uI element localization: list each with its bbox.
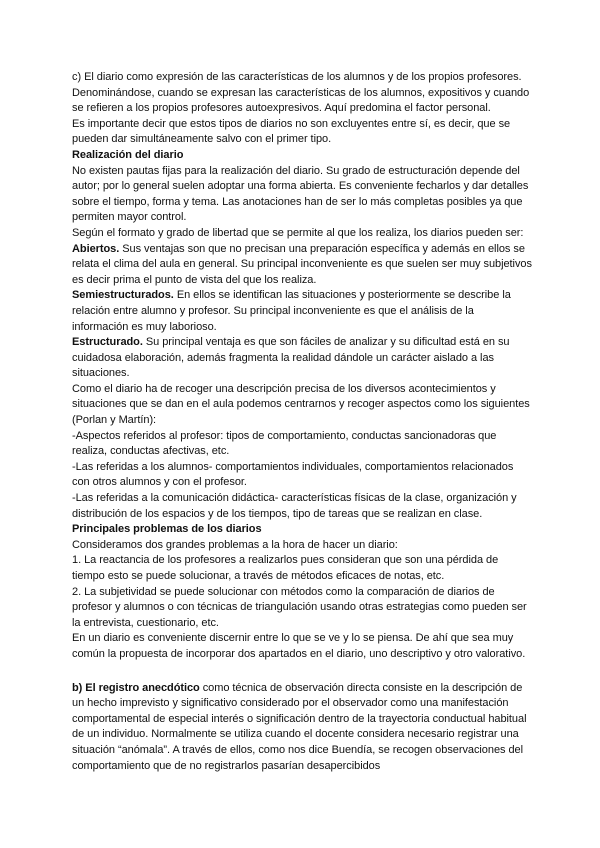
- section-heading: [72, 522, 532, 538]
- paragraph-text: c) El diario como expresión de las características de los alumnos y de los propios profesores. Denominándose, cuando se expresan las características de los alumnos, expositivos y cuando se refieren a los propios profesores autoexpresivos. Aquí predomina el factor personal.: [72, 71, 530, 115]
- paragraph-text: -Aspectos referidos al profesor: tipos de comportamiento, conductas sancionadoras que realiza, conductas afectivas, etc.: [72, 429, 497, 458]
- paragraph: [72, 631, 532, 662]
- paragraph-text: No existen pautas fijas para la realización del diario. Su grado de estructuración depende del autor; por lo general suelen adoptar una forma abierta. Es conveniente fecharlos y dar detalles sobre el tiempo, forma y tema. Las anotaciones han de ser lo más completas posibles ya que permiten mayor control.: [72, 164, 529, 224]
- paragraph-text: Sus ventajas son que no precisan una preparación específica y además en ellos se relata el clima del aula en general. Su principal inconveniente es que suelen ser muy subjetivos es decir prima el punto de vista del que los realiza.: [72, 242, 532, 286]
- paragraph-text: -Las referidas a los alumnos- comportamientos individuales, comportamientos relacionados con otros alumnos y con el profesor.: [72, 460, 514, 489]
- paragraph-lead: b) El registro anecdótico: [72, 681, 200, 694]
- paragraph-text: como técnica de observación directa consiste en la descripción de un hecho imprevisto y significativo considerado por el observador como una manifestación comportamental de especial interés o significación dentro de la trayectoria conductual habitual de un individuo. Normalmente se utiliza cuando el docente considera necesario registrar una situación “anómala”. A través de ellos, como nos dice Buendía, se recogen observaciones del comportamiento que de no registrarlos pasarían desapercibidos: [72, 681, 527, 772]
- paragraph-text: En ellos se identifican las situaciones y posteriormente se describe la relación entre alumno y profesor. Su principal inconveniente es que el análisis de la información es muy laborioso.: [72, 289, 511, 333]
- paragraph: [72, 429, 532, 460]
- section-heading-text: Realización del diario: [72, 148, 184, 161]
- section-heading-text: Principales problemas de los diarios: [72, 523, 262, 536]
- paragraph-text: 2. La subjetividad se puede solucionar con métodos como la comparación de diarios de profesor y alumnos o con técnicas de triangulación usando otras estrategias como pueden ser la entrevista, cuestionario, etc.: [72, 585, 527, 629]
- paragraph: [72, 681, 532, 775]
- paragraph: [72, 288, 532, 335]
- paragraph: [72, 382, 532, 429]
- paragraph-lead: Estructurado.: [72, 336, 143, 349]
- paragraph-lead: Abiertos.: [72, 242, 120, 255]
- paragraph: [72, 585, 532, 632]
- paragraph: [72, 335, 532, 382]
- paragraph-text: Consideramos dos grandes problemas a la hora de hacer un diario:: [72, 538, 398, 551]
- paragraph: [72, 538, 532, 554]
- paragraph: [72, 70, 532, 117]
- paragraph-text: Como el diario ha de recoger una descripción precisa de los diversos acontecimientos y situaciones que se dan en el aula podemos centrarnos y recoger aspectos como los siguientes (Porlan y Martín):: [72, 382, 530, 427]
- paragraph: [72, 553, 532, 584]
- paragraph-text: Es importante decir que estos tipos de diarios no son excluyentes entre sí, es decir, que se pueden dar simultáneamente salvo con el primer tipo.: [72, 117, 511, 146]
- paragraph: [72, 117, 532, 148]
- paragraph: [72, 164, 532, 226]
- paragraph: [72, 242, 532, 289]
- paragraph-text: En un diario es conveniente discernir entre lo que se ve y lo se piensa. De ahí que sea muy común la propuesta de incorporar dos apartados en el diario, uno descriptivo y otro valorativo.: [72, 632, 526, 660]
- paragraph: [72, 460, 532, 491]
- paragraph-text: Según el formato y grado de libertad que se permite al que los realiza, los diarios pueden ser:: [72, 226, 524, 239]
- paragraph-lead: Semiestructurados.: [72, 289, 174, 302]
- paragraph-text: Su principal ventaja es que son fáciles de analizar y su dificultad está en su cuidadosa elaboración, además fragmenta la realidad dándole un carácter aislado a las situaciones.: [72, 336, 510, 380]
- paragraph: [72, 226, 532, 242]
- paragraph-text: 1. La reactancia de los profesores a realizarlos pues consideran que son una pérdida de tiempo esto se puede solucionar, a través de métodos eficaces de notas, etc.: [72, 554, 499, 582]
- paragraph: [72, 491, 532, 522]
- document-body: [72, 70, 532, 774]
- section-heading: [72, 148, 532, 164]
- paragraph-spacer: [72, 663, 532, 681]
- paragraph-text: -Las referidas a la comunicación didáctica- características físicas de la clase, organización y distribución de los espacios y de los tiempos, tipo de tareas que se realizan en clase.: [72, 492, 517, 520]
